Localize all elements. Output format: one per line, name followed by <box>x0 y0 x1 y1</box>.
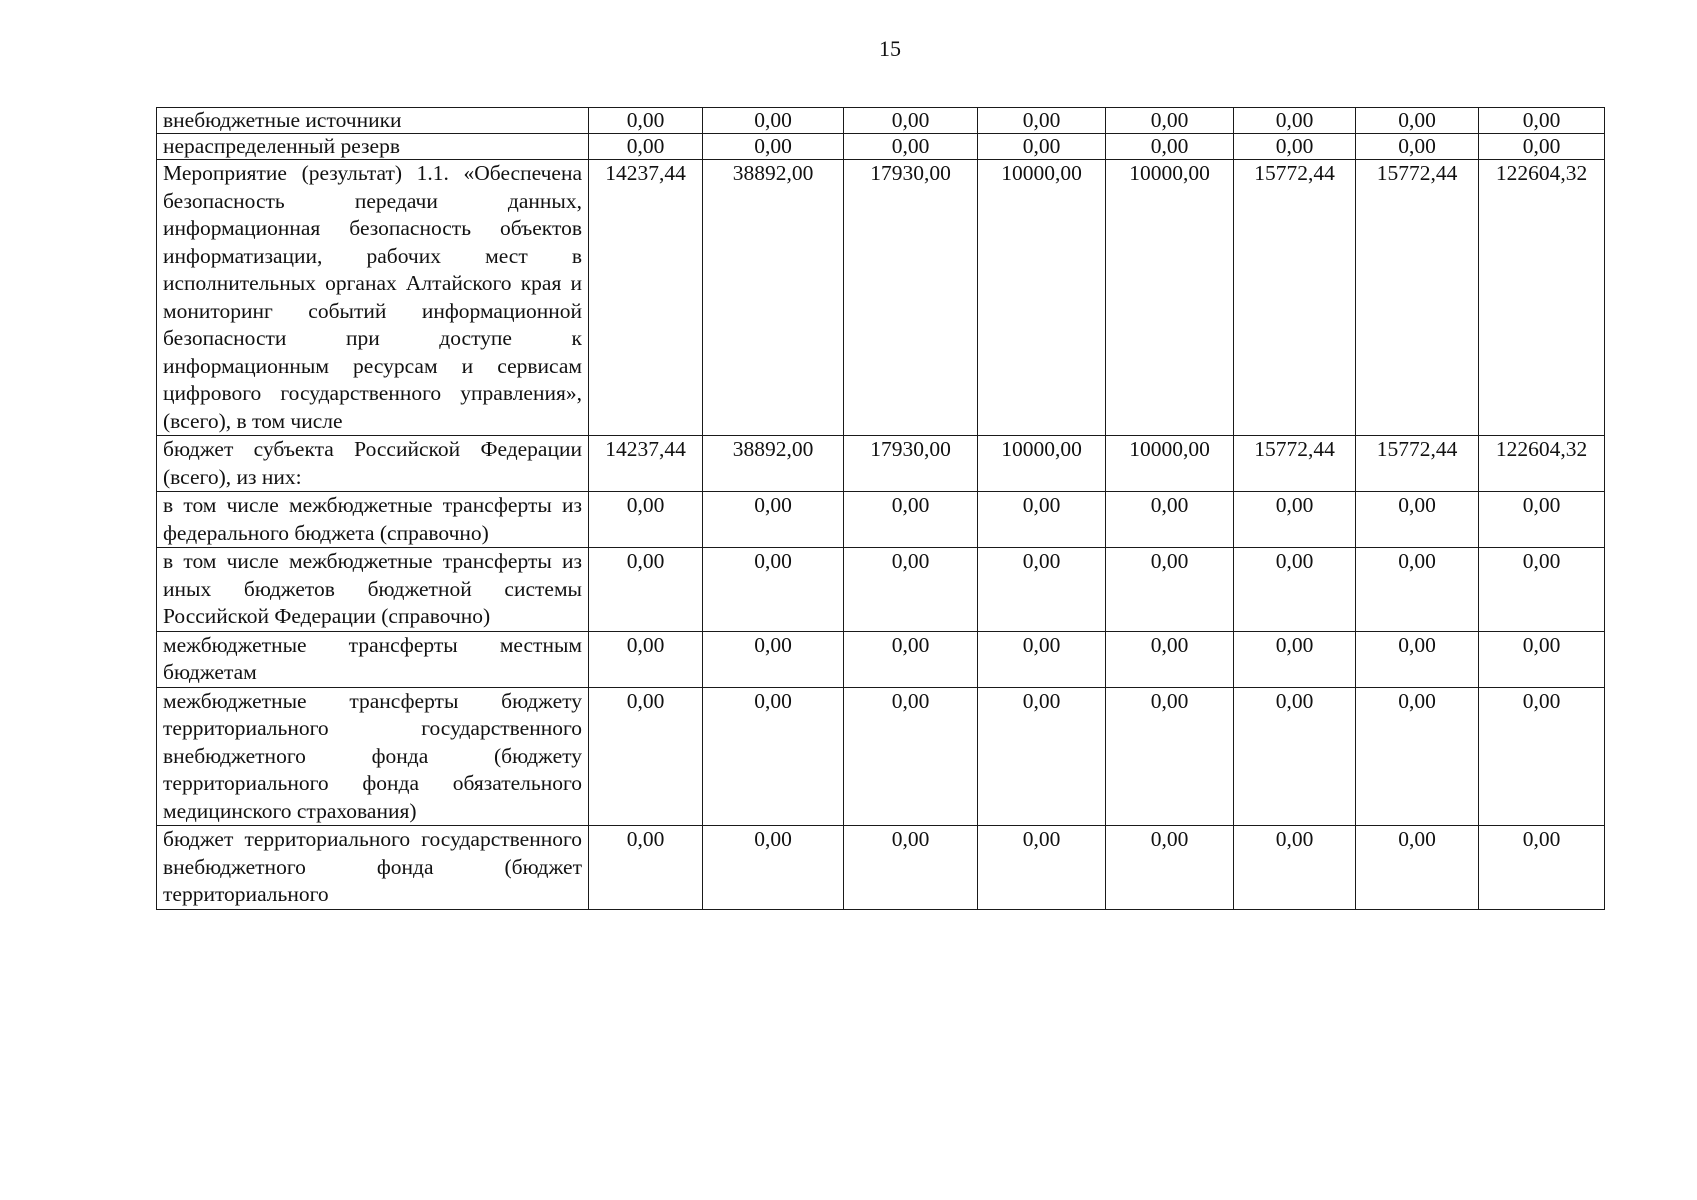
value-cell: 15772,44 <box>1356 160 1479 436</box>
table-row-extrabudgetary-sources <box>157 108 1605 134</box>
value-cell: 0,00 <box>978 687 1106 826</box>
value-cell: 0,00 <box>703 631 844 687</box>
value-cell: 0,00 <box>844 492 978 548</box>
row-label: бюджет субъекта Российской Федерации (всего), из них: <box>157 436 589 492</box>
table-row-regional-budget <box>157 436 1605 492</box>
value-cell: 0,00 <box>844 134 978 160</box>
value-cell: 0,00 <box>589 134 703 160</box>
value-cell: 0,00 <box>1479 492 1605 548</box>
value-cell: 0,00 <box>1479 108 1605 134</box>
value-cell: 0,00 <box>589 826 703 910</box>
value-cell: 10000,00 <box>978 160 1106 436</box>
value-cell: 17930,00 <box>844 160 978 436</box>
row-label: межбюджетные трансферты местным бюджетам <box>157 631 589 687</box>
value-cell: 0,00 <box>1356 687 1479 826</box>
value-cell: 0,00 <box>1356 108 1479 134</box>
value-cell: 15772,44 <box>1234 160 1356 436</box>
value-cell: 0,00 <box>1356 826 1479 910</box>
value-cell: 0,00 <box>978 631 1106 687</box>
value-cell: 0,00 <box>978 548 1106 632</box>
value-cell: 0,00 <box>703 548 844 632</box>
value-cell: 0,00 <box>1234 548 1356 632</box>
value-cell: 0,00 <box>589 108 703 134</box>
value-cell: 0,00 <box>1479 134 1605 160</box>
value-cell: 0,00 <box>978 108 1106 134</box>
row-label: Мероприятие (результат) 1.1. «Обеспечена безопасность передачи данных, информационная безопасность объектов информатизации, рабочих мест в исполнительных органах Алтайского края и мониторинг событий информационной безопасности при доступе к информационным ресурсам и сервисам цифрового государственного управления», (всего), в том числе <box>157 160 589 436</box>
row-label: в том числе межбюджетные трансферты из федерального бюджета (справочно) <box>157 492 589 548</box>
table-row-medical-fund-transfers <box>157 687 1605 826</box>
value-cell: 0,00 <box>1234 687 1356 826</box>
value-cell: 0,00 <box>589 548 703 632</box>
value-cell: 0,00 <box>589 492 703 548</box>
value-cell: 0,00 <box>844 108 978 134</box>
value-cell: 10000,00 <box>1106 160 1234 436</box>
value-cell: 0,00 <box>1234 134 1356 160</box>
value-cell: 0,00 <box>1106 548 1234 632</box>
value-cell: 0,00 <box>1356 548 1479 632</box>
value-cell: 0,00 <box>589 631 703 687</box>
value-cell: 0,00 <box>1479 631 1605 687</box>
budget-table <box>156 107 1605 910</box>
value-cell: 0,00 <box>589 687 703 826</box>
value-cell: 0,00 <box>978 492 1106 548</box>
value-cell: 0,00 <box>1234 492 1356 548</box>
value-cell: 0,00 <box>703 108 844 134</box>
value-cell: 0,00 <box>703 687 844 826</box>
value-cell: 15772,44 <box>1356 436 1479 492</box>
value-cell: 0,00 <box>1479 687 1605 826</box>
value-cell: 0,00 <box>1479 548 1605 632</box>
value-cell: 0,00 <box>844 687 978 826</box>
value-cell: 0,00 <box>1234 826 1356 910</box>
value-cell: 15772,44 <box>1234 436 1356 492</box>
table-row-unallocated-reserve <box>157 134 1605 160</box>
value-cell: 0,00 <box>1106 108 1234 134</box>
value-cell: 17930,00 <box>844 436 978 492</box>
table-row-federal-transfers <box>157 492 1605 548</box>
value-cell: 0,00 <box>1479 826 1605 910</box>
value-cell: 0,00 <box>703 492 844 548</box>
value-cell: 0,00 <box>1106 492 1234 548</box>
value-cell: 0,00 <box>1106 631 1234 687</box>
table-row-local-budget-transfers <box>157 631 1605 687</box>
table-row-measure-1-1 <box>157 160 1605 436</box>
row-label: в том числе межбюджетные трансферты из иных бюджетов бюджетной системы Российской Федерации (справочно) <box>157 548 589 632</box>
value-cell: 0,00 <box>1356 631 1479 687</box>
table-row-territorial-fund-budget <box>157 826 1605 910</box>
value-cell: 0,00 <box>1106 826 1234 910</box>
value-cell: 0,00 <box>978 134 1106 160</box>
value-cell: 38892,00 <box>703 436 844 492</box>
value-cell: 0,00 <box>1106 134 1234 160</box>
row-label: бюджет территориального государственного внебюджетного фонда (бюджет территориального <box>157 826 589 910</box>
value-cell: 0,00 <box>978 826 1106 910</box>
value-cell: 122604,32 <box>1479 160 1605 436</box>
value-cell: 10000,00 <box>978 436 1106 492</box>
value-cell: 0,00 <box>844 631 978 687</box>
value-cell: 14237,44 <box>589 160 703 436</box>
value-cell: 0,00 <box>1356 492 1479 548</box>
table-row-other-budget-transfers <box>157 548 1605 632</box>
page-number: 15 <box>879 36 901 61</box>
value-cell: 0,00 <box>1234 108 1356 134</box>
value-cell: 14237,44 <box>589 436 703 492</box>
value-cell: 0,00 <box>1234 631 1356 687</box>
row-label: межбюджетные трансферты бюджету территориального государственного внебюджетного фонда (бюджету территориального фонда обязательного медицинского страхования) <box>157 687 589 826</box>
value-cell: 122604,32 <box>1479 436 1605 492</box>
value-cell: 0,00 <box>1356 134 1479 160</box>
value-cell: 38892,00 <box>703 160 844 436</box>
value-cell: 0,00 <box>844 826 978 910</box>
value-cell: 10000,00 <box>1106 436 1234 492</box>
row-label: внебюджетные источники <box>157 108 589 134</box>
value-cell: 0,00 <box>703 134 844 160</box>
row-label: нераспределенный резерв <box>157 134 589 160</box>
value-cell: 0,00 <box>703 826 844 910</box>
value-cell: 0,00 <box>1106 687 1234 826</box>
value-cell: 0,00 <box>844 548 978 632</box>
